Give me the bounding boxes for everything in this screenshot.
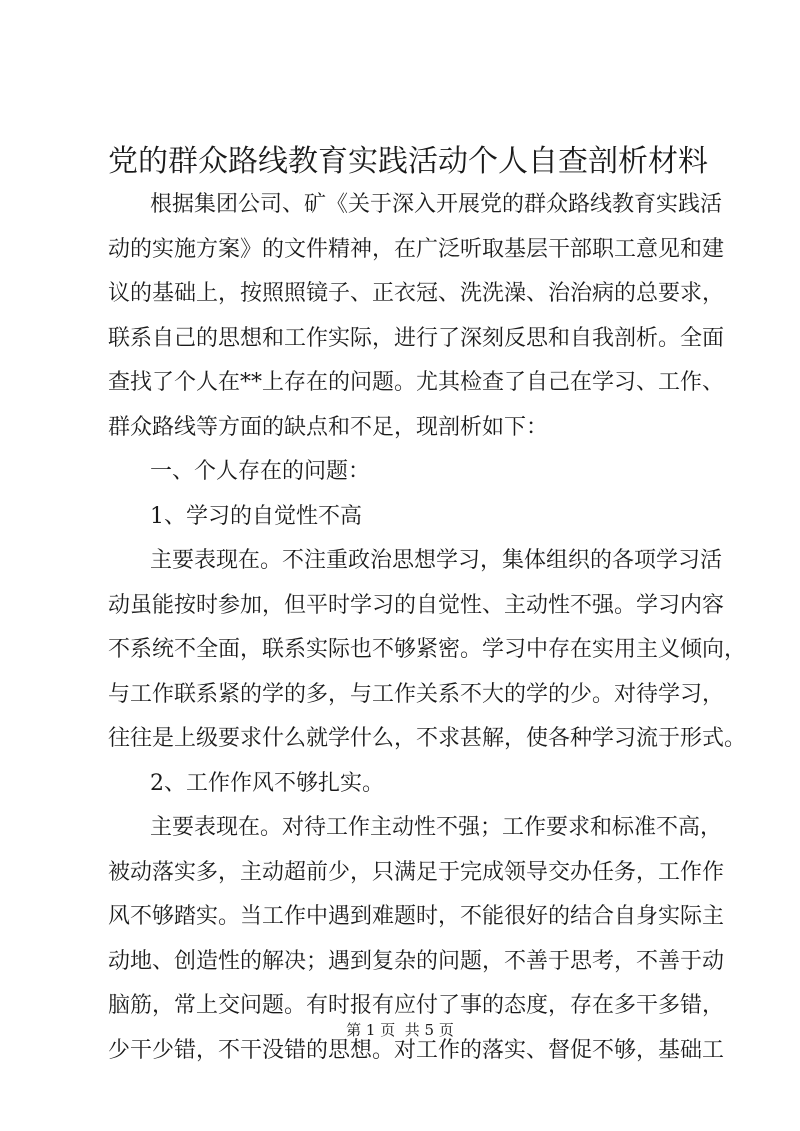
paragraph-line: 根据集团公司、矿《关于深入开展党的群众路线教育实践活: [150, 192, 723, 217]
paragraph-line: 联系自己的思想和工作实际，进行了深刻反思和自我剖析。全面: [108, 325, 725, 351]
paragraph-line: 主要表现在。不注重政治思想学习，集体组织的各项学习活: [150, 548, 723, 573]
paragraph-line: 不系统不全面，联系实际也不够紧密。学习中存在实用主义倾向，: [108, 637, 747, 662]
page-footer: 第 1 页 共 5 页: [346, 1021, 454, 1039]
paragraph-line: 脑筋，常上交问题。有时报有应付了事的态度，存在多干多错，: [108, 993, 725, 1018]
document-title: 党的群众路线教育实践活动个人自查剖析材料: [108, 144, 708, 179]
paragraph-line: 查找了个人在**上存在的问题。尤其检查了自己在学习、工作、: [108, 370, 725, 395]
paragraph-line: 议的基础上，按照照镜子、正衣冠、洗洗澡、治治病的总要求，: [108, 281, 725, 306]
paragraph-line: 群众路线等方面的缺点和不足，现剖析如下：: [108, 414, 549, 440]
paragraph-line: 与工作联系紧的学的多，与工作关系不大的学的少。对待学习，: [108, 681, 725, 707]
paragraph-line: 少干少错，不干没错的思想。对工作的落实、督促不够，基础工: [108, 1037, 725, 1063]
document-body: [108, 183, 747, 1073]
subsection-heading: 2、工作作风不够扎实。: [150, 770, 384, 796]
paragraph-line: 被动落实多，主动超前少，只满足于完成领导交办任务，工作作: [108, 859, 725, 885]
paragraph-line: 风不够踏实。当工作中遇到难题时，不能很好的结合自身实际主: [108, 904, 725, 929]
subsection-heading: 1、学习的自觉性不高: [150, 503, 362, 529]
paragraph-line: 动虽能按时参加，但平时学习的自觉性、主动性不强。学习内容: [108, 592, 725, 618]
paragraph-line: 动的实施方案》的文件精神，在广泛听取基层干部职工意见和建: [108, 236, 725, 262]
paragraph-line: 动地、创造性的解决；遇到复杂的问题，不善于思考，不善于动: [108, 948, 725, 974]
paragraph-line: 往往是上级要求什么就学什么，不求甚解，使各种学习流于形式。: [108, 726, 747, 751]
paragraph-line: 主要表现在。对待工作主动性不强；工作要求和标准不高，: [150, 815, 723, 840]
section-heading: 一、个人存在的问题：: [150, 459, 371, 484]
